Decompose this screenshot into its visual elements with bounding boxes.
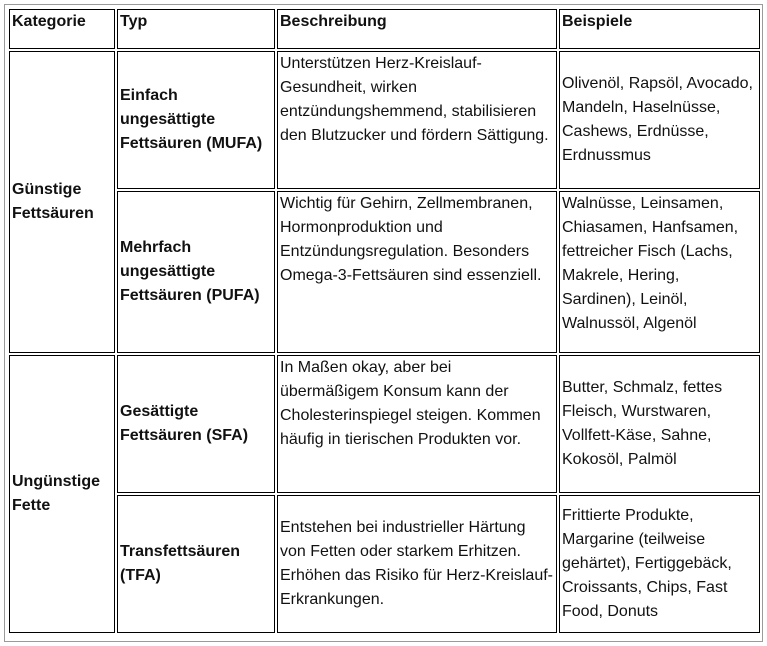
type-cell: Mehrfach ungesättigte Fettsäuren (PUFA): [117, 191, 275, 353]
type-cell: Einfach ungesättigte Fettsäuren (MUFA): [117, 51, 275, 189]
header-beschreibung: Beschreibung: [277, 9, 557, 49]
type-cell: Gesättigte Fettsäuren (SFA): [117, 355, 275, 493]
type-cell: Transfettsäuren (TFA): [117, 495, 275, 633]
description-cell: Unterstützen Herz-Kreislauf-Gesundheit, wirken entzündungshemmend, stabilisieren den Blutzucker und fördern Sättigung.: [277, 51, 557, 189]
category-cell-guenstig: Günstige Fettsäuren: [9, 51, 115, 353]
header-typ: Typ: [117, 9, 275, 49]
header-kategorie: Kategorie: [9, 9, 115, 49]
table-row: [9, 51, 760, 189]
examples-cell: Frittierte Produkte, Margarine (teilweise gehärtet), Fertiggebäck, Croissants, Chips, Fast Food, Donuts: [559, 495, 760, 633]
fats-table-frame: [4, 4, 763, 642]
examples-cell: Butter, Schmalz, fettes Fleisch, Wurstwaren, Vollfett-Käse, Sahne, Kokosöl, Palmöl: [559, 355, 760, 493]
table-row: [9, 191, 760, 353]
category-cell-unguenstig: Ungünstige Fette: [9, 355, 115, 633]
description-cell: Entstehen bei industrieller Härtung von Fetten oder starkem Erhitzen. Erhöhen das Risiko für Herz-Kreislauf-Erkrankungen.: [277, 495, 557, 633]
description-cell: Wichtig für Gehirn, Zellmembranen, Hormonproduktion und Entzündungsregulation. Besonders Omega-3-Fettsäuren sind essenziell.: [277, 191, 557, 353]
table-row: [9, 355, 760, 493]
header-beispiele: Beispiele: [559, 9, 760, 49]
examples-cell: Olivenöl, Rapsöl, Avocado, Mandeln, Haselnüsse, Cashews, Erdnüsse, Erdnussmus: [559, 51, 760, 189]
examples-cell: Walnüsse, Leinsamen, Chiasamen, Hanfsamen, fettreicher Fisch (Lachs, Makrele, Hering, Sardinen), Leinöl, Walnussöl, Algenöl: [559, 191, 760, 353]
fats-table: [7, 7, 762, 635]
description-cell: In Maßen okay, aber bei übermäßigem Konsum kann der Cholesterinspiegel steigen. Kommen häufig in tierischen Produkten vor.: [277, 355, 557, 493]
table-header-row: [9, 9, 760, 49]
table-row: [9, 495, 760, 633]
